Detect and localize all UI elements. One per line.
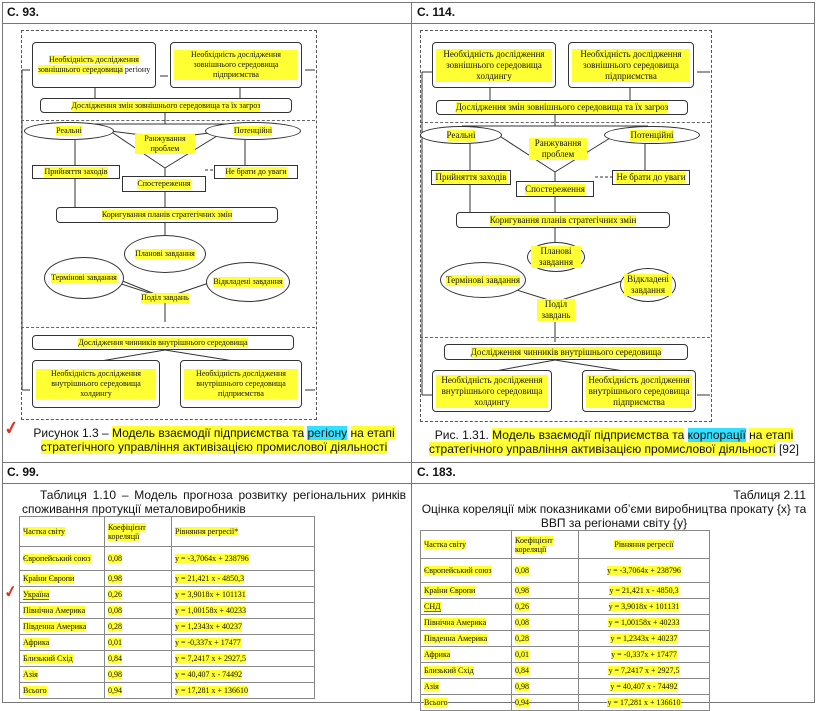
table-cell: Азія <box>20 667 105 683</box>
table-2 <box>420 530 710 711</box>
table-cell: Північна Америка <box>20 603 105 619</box>
table-cell: y = 3,9018x + 101131 <box>172 587 315 603</box>
fig1-potential-ellipse: Потенційні <box>205 122 301 140</box>
fig2-need-external-enterprise-box: Необхідність дослідження зовнішнього середовища підприємства <box>568 42 694 88</box>
fig2-need-internal-box: Необхідність дослідження внутрішнього середовища холдингу <box>432 370 552 412</box>
table-1 <box>19 516 315 699</box>
fig1-real-ellipse: Реальні <box>24 122 114 140</box>
figure-1-caption: Рисунок 1.3 – Модель взаємодії підприємства та регіону на етапі стратегічного управління активізацією промислової діяльності <box>33 426 395 454</box>
table-cell: Всього <box>421 695 512 711</box>
fig1-observe-box: Спостереження <box>122 176 206 192</box>
table-cell: y = 17,281 x + 136610 <box>172 683 315 699</box>
fig2-ignore-box: Не брати до уваги <box>612 170 690 185</box>
table-cell: Близький Схід <box>20 651 105 667</box>
table-cell: y = 21,421 x - 4850,3 <box>579 583 710 599</box>
table-row <box>20 667 315 683</box>
fig1-ignore-box: Не брати до уваги <box>214 165 298 179</box>
table-header-cell: Коефіцієнт кореляції <box>512 531 579 559</box>
checkmark-icon: ✓ <box>2 582 19 603</box>
table-header-cell: Рівняння регресії* <box>172 517 315 547</box>
fig2-ranking-label: Ранжування проблем <box>526 136 590 162</box>
fig1-urgent-ellipse: Термінові завдання <box>44 257 124 299</box>
table-cell: Африка <box>20 635 105 651</box>
table-row <box>20 571 315 587</box>
fig1-division-label: Поділ завдань <box>141 293 189 302</box>
table-cell: 0,84 <box>512 663 579 679</box>
table-cell: Південна Америка <box>20 619 105 635</box>
table-cell: y = -3,7064x + 238796 <box>579 559 710 583</box>
table-header-cell: Частка світу <box>20 517 105 547</box>
table-2-header-row <box>421 531 710 559</box>
table-cell: y = 17,281 x + 136610 <box>579 695 710 711</box>
table-cell: Україна <box>20 587 105 603</box>
table-row <box>421 663 710 679</box>
table-2-number: Таблиця 2.11 <box>733 488 806 502</box>
fig1-need-external-enterprise-box: Необхідність дослідження зовнішнього середовища підприємства <box>170 42 302 88</box>
table-cell: 0,08 <box>512 559 579 583</box>
fig2-need-external-box: Необхідність дослідження зовнішнього середовища холдингу <box>432 42 556 88</box>
table-row <box>20 635 315 651</box>
table-header-cell: Коефіцієнт кореляції <box>105 517 172 547</box>
table-cell: СНД <box>421 599 512 615</box>
fig1-study-internal-box: Дослідження чинників внутрішнього середовища <box>32 335 294 350</box>
table-cell: 0,98 <box>105 571 172 587</box>
table-row <box>421 631 710 647</box>
table-cell: y = 3,9018x + 101131 <box>579 599 710 615</box>
table-cell: Європейський союз <box>421 559 512 583</box>
table-cell: y = -0,337x + 17477 <box>172 635 315 651</box>
table-1-caption: Таблиця 1.10 – Модель прогноза розвитку регіональних ринків споживання протукції металовиробників <box>22 488 406 516</box>
table-row <box>20 547 315 571</box>
table-cell: 0,98 <box>105 667 172 683</box>
cell-header-top-left: С. 93. <box>7 5 40 19</box>
cell-header-bottom-right: С. 183. <box>417 465 456 479</box>
table-cell: y = 21,421 x - 4850,3 <box>172 571 315 587</box>
fig1-need-internal-enterprise-box: Необхідність дослідження внутрішнього середовища підприємства <box>180 360 302 408</box>
checkmark-icon: ✓ <box>2 416 21 440</box>
table-row <box>20 683 315 699</box>
table-cell: 0,08 <box>105 603 172 619</box>
fig2-adoption-box: Прийняття заходів <box>431 170 511 185</box>
fig2-urgent-ellipse: Термінові завдання <box>440 262 526 298</box>
fig2-need-internal-enterprise-box: Необхідність дослідження внутрішнього середовища підприємства <box>582 370 696 412</box>
table-cell: 0,08 <box>512 615 579 631</box>
table-header-cell: Частка світу <box>421 531 512 559</box>
table-header-cell: Рівняння регресії <box>579 531 710 559</box>
table-cell: 0,94 <box>512 695 579 711</box>
table-row <box>20 619 315 635</box>
table-cell: 0,98 <box>512 679 579 695</box>
table-cell: 0,26 <box>105 587 172 603</box>
table-row <box>421 583 710 599</box>
table-cell: Країни Європи <box>421 583 512 599</box>
table-cell: Африка <box>421 647 512 663</box>
table-cell: y = 7,2417 x + 2927,5 <box>172 651 315 667</box>
table-cell: y = 7,2417 x + 2927,5 <box>579 663 710 679</box>
table-cell: Країни Європи <box>20 571 105 587</box>
table-row <box>421 615 710 631</box>
table-row <box>20 651 315 667</box>
fig1-delayed-ellipse: Відкладені завдання <box>206 262 290 302</box>
fig2-study-changes-box: Дослідження змін зовнішнього середовища та їх загроз <box>436 100 688 115</box>
figure-2-section-divider <box>420 122 710 123</box>
table-cell: 0,84 <box>105 651 172 667</box>
table-cell: 0,01 <box>512 647 579 663</box>
table-1-header-row <box>20 517 315 547</box>
table-cell: 0,01 <box>105 635 172 651</box>
table-cell: y = 1,2343x + 40237 <box>172 619 315 635</box>
fig2-observe-box: Спостереження <box>516 181 594 197</box>
table-cell: 0,28 <box>105 619 172 635</box>
fig2-delayed-ellipse: Відкладені завдання <box>620 268 676 302</box>
fig1-need-external-box: Необхідність дослідження зовнішнього середовища регіону <box>32 42 156 88</box>
table-row <box>20 587 315 603</box>
fig1-planned-ellipse: Планові завдання <box>124 235 206 273</box>
table-cell: 0,98 <box>512 583 579 599</box>
figure-2-caption: Рис. 1.31. Модель взаємодії підприємства та корпорації на етапі стратегічного управління активізацією промислової діяльності [92] <box>429 428 799 456</box>
table-cell: y = 40,407 x - 74492 <box>579 679 710 695</box>
table-row <box>421 679 710 695</box>
table-cell: Азія <box>421 679 512 695</box>
table-row <box>421 559 710 583</box>
table-cell: y = -3,7064x + 238796 <box>172 547 315 571</box>
table-cell: 0,08 <box>105 547 172 571</box>
table-cell: Близький Схід <box>421 663 512 679</box>
table-row <box>421 647 710 663</box>
table-cell: 0,94 <box>105 683 172 699</box>
fig1-correct-box: Коригування планів стратегічних змін <box>56 207 278 223</box>
figure-2-section-divider <box>420 337 710 338</box>
table-2-caption: Оцінка кореляції між показниками об’єми виробництва прокату {x} та ВВП за регіонами світу {y} <box>421 502 807 530</box>
fig2-division-label: Поділ завдань <box>534 298 578 322</box>
table-cell: 0,26 <box>512 599 579 615</box>
table-cell: Всього <box>20 683 105 699</box>
fig1-adoption-box: Прийняття заходів <box>32 165 120 179</box>
table-cell: y = -0,337x + 17477 <box>579 647 710 663</box>
table-cell: Південна Америка <box>421 631 512 647</box>
table-cell: y = 1,00158x + 40233 <box>579 615 710 631</box>
table-row <box>20 603 315 619</box>
fig2-real-ellipse: Реальні <box>420 126 502 144</box>
cell-header-top-right: С. 114. <box>417 5 456 19</box>
fig1-ranking-label: Ранжування проблем <box>132 130 198 158</box>
fig2-correct-box: Коригування планів стратегічних змін <box>456 212 670 228</box>
table-cell: y = 1,00158x + 40233 <box>172 603 315 619</box>
cell-header-bottom-left: С. 99. <box>7 465 40 479</box>
table-cell: Європейський союз <box>20 547 105 571</box>
table-cell: y = 40,407 x - 74492 <box>172 667 315 683</box>
table-cell: Північна Америка <box>421 615 512 631</box>
fig2-planned-ellipse: Планові завдання <box>527 242 585 272</box>
table-cell: 0,28 <box>512 631 579 647</box>
table-cell: y = 1,2343x + 40237 <box>579 631 710 647</box>
fig1-study-changes-box: Дослідження змін зовнішнього середовища та їх загроз <box>40 98 292 113</box>
fig1-need-internal-box: Необхідність дослідження внутрішнього середовища холдингу <box>32 360 160 408</box>
fig2-potential-ellipse: Потенційні <box>604 126 700 144</box>
fig2-study-internal-box: Дослідження чинників внутрішнього середовища <box>444 344 688 360</box>
table-row <box>421 599 710 615</box>
